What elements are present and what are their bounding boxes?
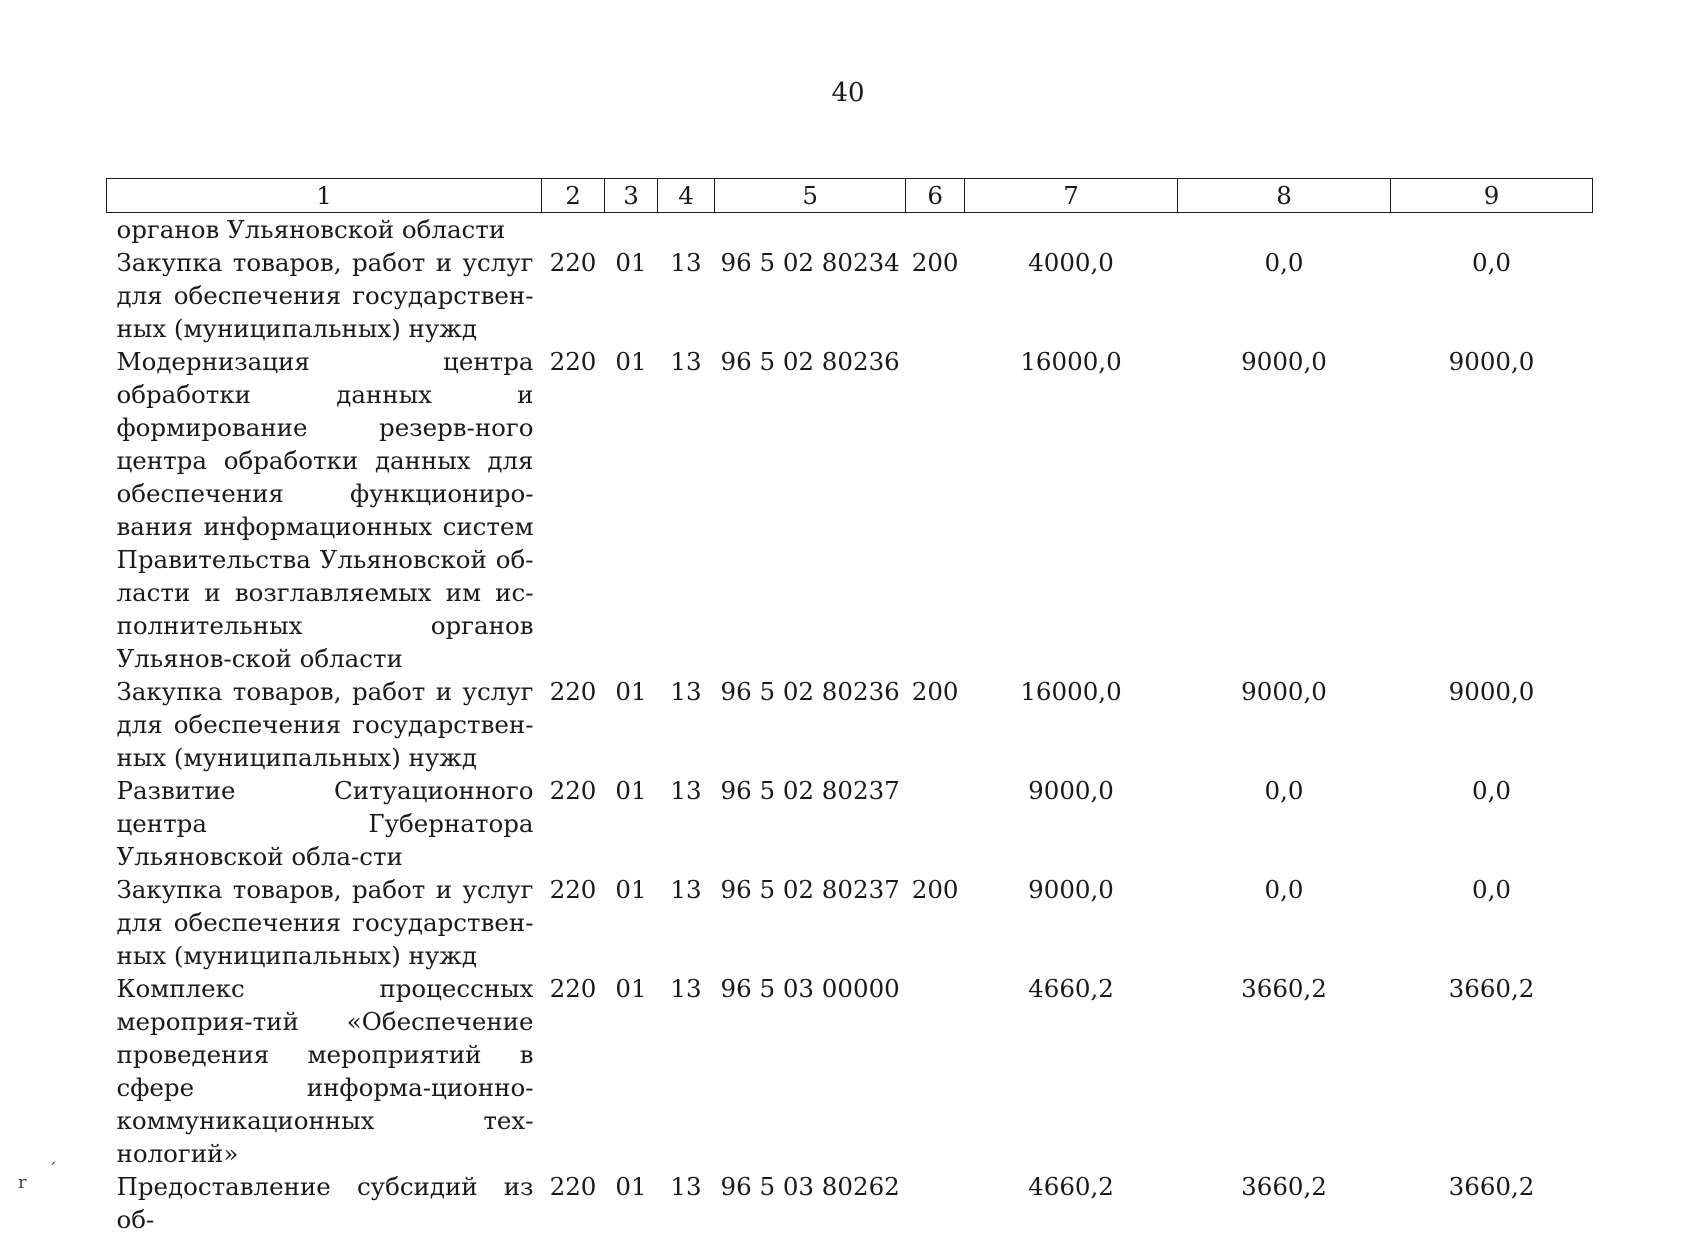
header-cell: 6 [906, 179, 965, 213]
cell-c2 [542, 213, 605, 247]
cell-c5 [715, 213, 906, 247]
cell-c9: 3660,2 [1448, 974, 1535, 1003]
cell-c6 [906, 213, 965, 247]
header-cell: 5 [715, 179, 906, 213]
cell-c7: 9000,0 [1028, 776, 1114, 805]
cell-c5: 96 5 02 80236 [720, 677, 900, 706]
cell-c8: 9000,0 [1241, 677, 1327, 706]
row-name: Закупка товаров, работ и услуг для обеспечения государствен-ных (муниципальных) нужд [116, 677, 534, 772]
cell-c9: 0,0 [1472, 776, 1511, 805]
table-row [107, 345, 1593, 675]
cell-c3: 01 [615, 677, 647, 706]
cell-c8 [1178, 213, 1391, 247]
header-cell: 3 [605, 179, 658, 213]
cell-c8: 9000,0 [1241, 347, 1327, 376]
scan-mark: ´ [48, 1160, 57, 1181]
cell-c8: 0,0 [1264, 776, 1304, 805]
cell-c8: 0,0 [1264, 875, 1304, 904]
cell-c9: 9000,0 [1448, 347, 1535, 376]
cell-c9 [1391, 213, 1593, 247]
table-row [107, 675, 1593, 774]
cell-c2: 220 [549, 875, 597, 904]
cell-c3: 01 [615, 974, 647, 1003]
cell-c9: 0,0 [1472, 248, 1511, 277]
cell-c2: 220 [549, 1172, 597, 1201]
cell-c2: 220 [549, 974, 597, 1003]
cell-c7: 4000,0 [1028, 248, 1114, 277]
cell-c4: 13 [670, 677, 702, 706]
scan-mark: r [18, 1172, 27, 1193]
table-row [107, 213, 1593, 247]
cell-c3: 01 [615, 776, 647, 805]
cell-c8: 0,0 [1264, 248, 1304, 277]
cell-c5: 96 5 02 80236 [720, 347, 900, 376]
table-row [107, 873, 1593, 972]
row-name: Закупка товаров, работ и услуг для обеспечения государствен-ных (муниципальных) нужд [116, 875, 534, 970]
cell-c4: 13 [670, 248, 702, 277]
header-cell: 2 [542, 179, 605, 213]
row-name: Комплекс процессных мероприя-тий «Обеспечение проведения мероприятий в сфере информа-ционно-коммуникационных тех-нологий» [116, 974, 534, 1168]
cell-c6: 200 [911, 875, 959, 904]
table-row [107, 972, 1593, 1170]
budget-table [106, 178, 1593, 1236]
header-cell: 4 [658, 179, 715, 213]
cell-c6 [906, 1170, 965, 1236]
header-cell: 8 [1178, 179, 1391, 213]
cell-c7: 4660,2 [1028, 1172, 1114, 1201]
cell-c6: 200 [911, 677, 959, 706]
table-row [107, 246, 1593, 345]
cell-c7: 9000,0 [1028, 875, 1114, 904]
cell-c5: 96 5 03 00000 [720, 974, 900, 1003]
row-name: Предоставление субсидий из об- [116, 1172, 534, 1234]
cell-c5: 96 5 02 80237 [720, 875, 900, 904]
cell-c6 [906, 345, 965, 675]
cell-c5: 96 5 03 80262 [720, 1172, 900, 1201]
cell-c3 [605, 213, 658, 247]
cell-c3: 01 [615, 875, 647, 904]
table-row [107, 774, 1593, 873]
cell-c7 [965, 213, 1178, 247]
cell-c3: 01 [615, 347, 647, 376]
header-cell: 9 [1391, 179, 1593, 213]
page-number: 40 [831, 78, 865, 108]
cell-c7: 4660,2 [1028, 974, 1114, 1003]
header-cell: 1 [107, 179, 542, 213]
cell-c7: 16000,0 [1020, 677, 1122, 706]
cell-c6: 200 [911, 248, 959, 277]
cell-c9: 3660,2 [1448, 1172, 1535, 1201]
cell-c3: 01 [615, 1172, 647, 1201]
cell-c5: 96 5 02 80237 [720, 776, 900, 805]
table-row [107, 1170, 1593, 1236]
cell-c4 [658, 213, 715, 247]
cell-c4: 13 [670, 1172, 702, 1201]
cell-c5: 96 5 02 80234 [720, 248, 900, 277]
cell-c4: 13 [670, 347, 702, 376]
cell-c9: 9000,0 [1448, 677, 1535, 706]
row-name: Закупка товаров, работ и услуг для обеспечения государствен-ных (муниципальных) нужд [116, 248, 534, 343]
row-name: Развитие Ситуационного центра Губернатора Ульяновской обла-сти [116, 776, 534, 871]
cell-c2: 220 [549, 248, 597, 277]
cell-c2: 220 [549, 677, 597, 706]
cell-c6 [906, 774, 965, 873]
cell-c2: 220 [549, 776, 597, 805]
cell-c8: 3660,2 [1241, 1172, 1327, 1201]
header-row [107, 179, 1593, 213]
cell-c3: 01 [615, 248, 647, 277]
row-name: органов Ульяновской области [116, 215, 506, 244]
cell-c7: 16000,0 [1020, 347, 1122, 376]
cell-c4: 13 [670, 974, 702, 1003]
cell-c9: 0,0 [1472, 875, 1511, 904]
cell-c4: 13 [670, 776, 702, 805]
row-name: Модернизация центра обработки данных и формирование резерв-ного центра обработки данных для обеспечения функциониро-вания информационных систем Правительства Ульяновской об-ласти и возглавляемых им ис-полнительных органов Ульянов-ской области [116, 347, 534, 673]
header-cell: 7 [965, 179, 1178, 213]
cell-c4: 13 [670, 875, 702, 904]
cell-c6 [906, 972, 965, 1170]
cell-c8: 3660,2 [1241, 974, 1327, 1003]
cell-c2: 220 [549, 347, 597, 376]
